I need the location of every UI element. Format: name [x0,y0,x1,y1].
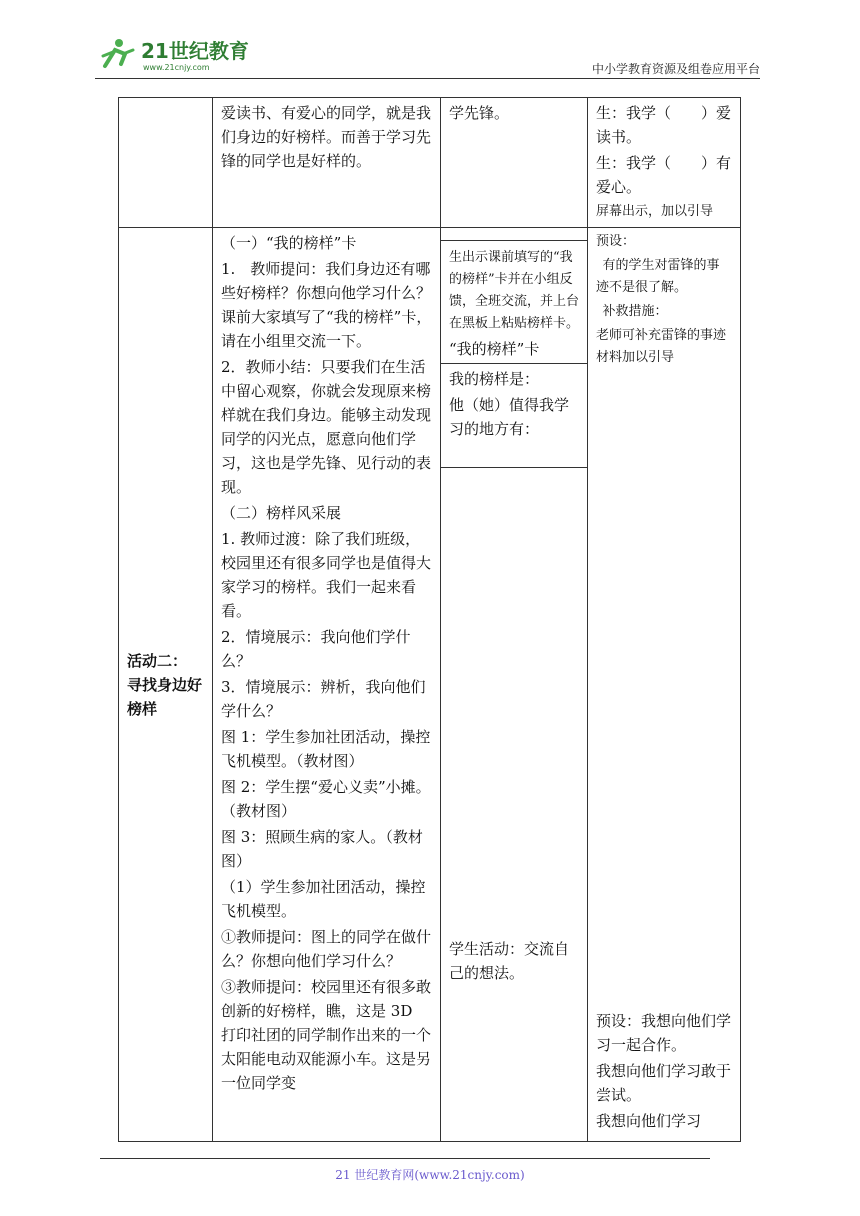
activity-cell [119,228,213,1142]
activity-label [119,649,212,721]
logo-url: www.21cnjy.com [143,63,210,72]
teacher-step: 1. 教师提问：我们身边还有哪些好榜样？你想向他学习什么？课前大家填写了“我的榜样”卡，请在小组里交流一下。 [221,260,432,350]
row1-col1 [119,98,213,228]
teacher-step: 图 3：照顾生病的家人。（教材图） [221,828,423,870]
teacher-step: ①教师提问：图上的同学在做什么？你想向他们学习什么？ [221,928,432,970]
lesson-table [118,97,741,1142]
teacher-step: 1. 教师过渡：除了我们班级，校园里还有很多同学也是值得大家学习的榜样。我们一起来看看。 [221,530,432,620]
row1-col2 [213,98,441,228]
remedy-text: 老师可补充雷锋的事迹材料加以引导 [596,328,727,365]
preset-label: 预设： [596,234,636,249]
teacher-step: ③教师提问：校园里还有很多敢创新的好榜样，瞧，这是 3D 打印社团的同学制作出来的一个太阳能电动双能源小车。这是另一位同学变 [221,978,432,1092]
row1-note: 屏幕出示，加以引导 [596,204,714,219]
teacher-step: （二）榜样风采展 [221,504,342,522]
footer-divider [100,1158,710,1159]
page-header [95,30,760,78]
design-intent-cell [588,228,741,1142]
row1-col3 [441,98,588,228]
activity-label-line1: 活动二： [127,651,188,670]
card-box-bottom [441,467,587,468]
student-discussion: 学生活动：交流自己的想法。 [449,940,570,982]
row1-teacher-text: 爱读书、有爱心的同学，就是我们身边的好榜样。而善于学习先锋的同学也是好样的。 [221,104,432,170]
teacher-activity-cell [213,228,441,1142]
card-title: “我的榜样”卡 [449,340,540,358]
student-activity-cell [441,228,588,1142]
row1-col4 [588,98,741,228]
teacher-step: 2．情境展示：我向他们学什么？ [221,628,411,670]
teacher-step: 2．教师小结：只要我们在生活中留心观察，你就会发现原来榜样就在我们身边。能够主动发现同学的闪光点，愿意向他们学习，这也是学先锋、见行动的表现。 [221,358,432,496]
teacher-step: 图 1：学生参加社团活动，操控飞机模型。（教材图） [221,728,431,770]
table-row [119,98,741,228]
teacher-step: （一）“我的榜样”卡 [221,234,357,252]
teacher-step: （1）学生参加社团活动，操控飞机模型。 [221,878,426,920]
activity-label-line2: 寻找身边好榜样 [127,675,203,718]
remedy-label: 补救措施： [602,304,668,319]
row1-answer-2: 生：我学（ ）有爱心。 [596,154,732,196]
teacher-step: 3．情境展示：辨析，我向他们学什么？ [221,678,426,720]
row1-answer-1: 生：我学（ ）爱读书。 [596,104,732,146]
footer-text: 21 世纪教育网(www.21cnjy.com) [335,1168,525,1182]
card-field-merit: 他（她）值得我学习的地方有： [449,396,570,438]
preset-text: 有的学生对雷锋的事迹不是很了解。 [596,258,720,295]
table-row [119,228,741,1142]
site-logo-icon [95,36,265,72]
platform-name: 中小学教育资源及组卷应用平台 [591,62,760,76]
logo-text: 21世纪教育 [141,39,249,63]
preset-answer: 我想向他们学习 [596,1112,702,1130]
header-divider [95,78,760,79]
student-card-instructions: 生出示课前填写的“我的榜样”卡并在小组反馈，全班交流，并上台在黑板上粘贴榜样卡。 [449,250,580,331]
row1-student-text: 学先锋。 [449,104,510,122]
teacher-step: 图 2：学生摆“爱心义卖”小摊。（教材图） [221,778,431,820]
preset-answer: 我想向他们学习敢于尝试。 [596,1062,732,1104]
card-field-model: 我的榜样是： [449,370,540,388]
preset-answer: 预设：我想向他们学习一起合作。 [596,1012,732,1054]
